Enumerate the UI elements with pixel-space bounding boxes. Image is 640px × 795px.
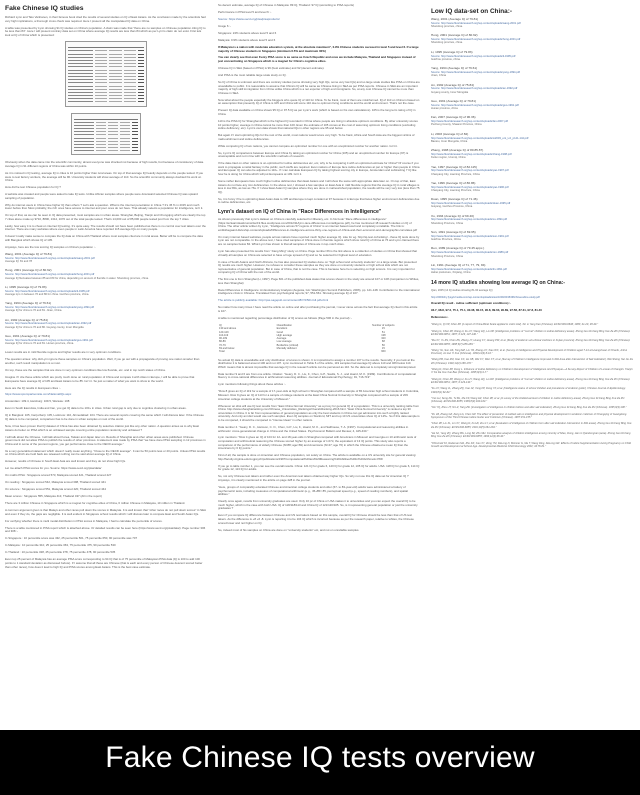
study-entry: Duan, 1995 (Average IQ of 71.46) http://www.fluorideresearch.org/wp-content/uploads/duan-1995.pdf Guiyang, Guizhou Province, China xyxy=(431,198,635,208)
paragraph: Some rather Europeans face much higher iodine deficiencies than East Asians and I will show the same with appropriate data later on. On top of that, East Asians do not face any iron deficiencies. In the above text, I showed a few samples on East Asia in mild fluoride regions that the average IQ in rural villages is less in low 80s, as low as 76s. If I show East Asian IQ samples where they are done in malnourished population, the results will be very very low (less than 75 IQ). xyxy=(218,179,420,194)
iq-table-image-2 xyxy=(71,113,141,156)
more-studies-link[interactable]: http://2003xhy.fysg/c/media.com/wp-content/uploads/sites/1000/2015/08/china-iodine-study.pdf xyxy=(431,295,540,299)
paragraph: As shown previously that Lynn's dataset on China is carefully selected for illiteracy, etc. In his book "Race differences in intelligence" (https://ezlearnideaforumwriter19.files.wordpress.com/2012/11/lynn-race-differences-in-intelligence.pdf), he has mentioned 18 research studies on IQ of China. The other article written by Lynn, "Intelligence across 57 regions of China" is an internet based result and completely unreliable. The link is: emilkirkegaard.dk/en/wp-content/uploads/Differences-in-intelligence-across-thirty-one-regions-of-China-and-their-economic-and-demographic-correlates.pdf xyxy=(218,216,418,232)
source-link[interactable]: http://www.fluorideresearch.org/wp-content/uploads/duan-1995.pdf xyxy=(431,202,511,206)
column-middle xyxy=(213,0,425,730)
paragraph: Lynn mentions following things about these articles :- xyxy=(218,382,286,387)
study-entry: Xu, 1994 (Average IQ of 69.40) http://www.fluorideresearch.org/wp-content/uploads/xu-1994.pdf Shandong Province, China xyxy=(431,215,635,225)
paragraph: Even in South East Asia, India and Iran, you get IQ data to be 100+ in cities. Urban rural gap is only due to cognitive clustering in urban areas. xyxy=(5,406,187,411)
table-row: 70-79 Borderline (critical) 50 xyxy=(219,343,385,347)
reference-item: "Chen ZP, Liu XL, Lin XY, Wang D, Fu HF, Zou LY, et al. [Evaluation of intelligence of children born after salt iodization intervention in IDD areas]. Zhong Guo Di Fang Bing Xue Za Zhi (Chinese). ECSN:000-6655; 1991;10(5):261-264." xyxy=(431,422,632,429)
paragraph: The first one is from Shanghai (Li, 1997). Page 601 of the published data states that scores shown in the study are around 107 or 108 (comparison to Whites, less than Shanghai) xyxy=(218,277,420,285)
reference-item: "Wang YH, Sun HS, Tong MZ, Liu YR, Zhang HY, Xiao WX, et al. [Survey of intelligence and Physical Development of Children aged 7-14 at Huangchuan of Chaofu, Anhui Province]. An Hui Yi Xue (Chinese). 1990;11(3):8-10." xyxy=(431,348,627,356)
paragraph: Chinese IQ in SEA (based on PISA) is 96 (best estimate) and 92 (decent estimate). xyxy=(218,66,325,71)
references-heading: References:- xyxy=(431,315,449,320)
source-link[interactable]: Source: http://www.fluorideresearch.org/wp-content/uploads/yang-1994.pdf xyxy=(5,306,95,309)
paragraph: Malaysia: 0.9% students above level 5 and 6 xyxy=(218,37,276,42)
paragraph: And PISA is the most reliable large scale study on IQ. xyxy=(218,73,287,78)
paragraph: A table was presented by Lynn showing 91 IQ studies on China's population. A claim was made that "there are no samples on Chinese population citing IQ to be less than 84". Here I will present contrary data set on China where average IQ results are less than 84 which as per Lynn's claim do not exist. First lets look at IQ of China which is presented: xyxy=(5,25,206,37)
low-iq-dataset-heading: Low IQ data-set on China:- xyxy=(431,8,512,15)
paragraph: In Singapore : 10 percentile score was 432, 25 percentile 501, 75 percentile 650, 90 percentile was 707 xyxy=(5,536,138,541)
paragraph: Performance in PISA level 5 and level 6 :- xyxy=(218,9,272,14)
paragraph: Image 6 :- xyxy=(218,23,232,28)
paragraph: So, Lynn's IQ comparisons between Europe and China by taking an optimized number for China (105) and an unoptimized number for Europe (97) is unacceptable and not in line with the scientific methods of research. xyxy=(218,150,409,159)
study-entry: Yao, 1996 (Average IQ of 80.86) http://www.fluorideresearch.org/wp-content/uploads/yao-1996.pdf Chaoyang City, Liaoning Province, China xyxy=(431,182,635,192)
table-header-row: IQ Classification Number of subjects xyxy=(219,323,395,327)
paragraph: So decent estimate, average IQ of Chinese in Malaysia: 89 IQ, Thailand: 97 IQ (according to PISA reports) xyxy=(218,3,355,7)
study-entry: Li, 1995 (Average IQ of 79.83) Source: http://www.fluorideresearch.org/wp-content/uploads/li-1995.pdf Guizhou province, china. xyxy=(431,51,635,61)
paragraph: No matter how many times I have read the article on online and after purchasing the journal, I never came across the fact that average IQ cited in this article is 107. xyxy=(218,305,418,313)
paragraph: First of all, the sample is done on American and Chinese population, not solely on China. The article is available on a US university site for general viewing: http://faculty.virginia.edu/cogpsych/publications/1997Computational%20and%20Reasoning%20Abilities%20in%20Arithmetic.PDF xyxy=(218,453,417,461)
paragraph: So actual IQ data is unavailable and only distribution of scores is shown. It is impractical to assign a number 107 to the results. Secondly, if you look at the distribution it is balanced around 100 and not 107. Lynn mentioned in Table 6 of the article, 119 samples had average IQ above 110 and 466 below 110. Which means that is almost impossible that average IQ in the research article can be perceived as 110. So the data set is completely wrong/misinterpreted. xyxy=(218,357,417,369)
paragraph: So, indeed most of his samples on China are done on "university students" etc, and not on unreliable samples. xyxy=(218,527,360,532)
paragraph: A website was created and people were asked to take IQ tests. Unlike African samples where people were downward selected Chinese IQ was upward sampling of population. xyxy=(5,192,198,200)
more-studies-heading: 14 more IQ studies showing low average IQ on China:- xyxy=(431,280,566,287)
paragraph: Race Differences in Intelligence: An Evolutionary Analysis (Augusta, GA: Washington Summit Publishers, 2006), pp. 121-148. Contribution to the international intelligence crisis in Chinese. Translated from psychological reports; 97, 551-561. Showing average IQ of 107. xyxy=(218,287,420,296)
paragraph: Here are the IQ results in European cities :- xyxy=(5,385,61,390)
source-link[interactable]: http://www.fluorideresearch.org/wp-content/uploads/lin-1991.pdf xyxy=(431,267,507,271)
article-title: Fake Chinese IQ studies xyxy=(5,5,84,12)
paragraph: Mean scores : Singapore 555, Malaysia 413, Thailand 437 (All in the report) xyxy=(5,494,102,499)
paragraph: Lynn has also presented his results from "Jiang Ming" study on China. Page number 66 is the link above is a collection of studies on China that showed that virtually all samples on China are selected to have a huge spread of IQ and so he selected for highest level of education. xyxy=(218,248,417,257)
reference-item: "He SJ, Yang ZQ, Zhang BG, Long SF, Zhu MH. Comparative analysis of children intelligence among minority of Miao, Dong, Han in Qiandongnan (area). Zhong Guo Di Fang Bing Xue Za Zhi (Chinese). ECSN:000-6655; 1993;12(4):38-40." xyxy=(431,431,631,439)
paragraph: Imagine if I cite these article which are pretty much done on rural population of China and compare it with cities in Europe, I will be able to prove that Europeans have average IQ of 105 and East Asians to be 85. Isn't it. So just a matter of what you want to show to the world. xyxy=(5,374,195,383)
study-entry: Lin, 1991 (Average IQ of 71, 77, 79, 84) http://www.fluorideresearch.org/wp-content/uploads/lin-1991.pdf Hebei prefecture, Xinjiang, China xyxy=(431,264,635,274)
paragraph: There is a table mentioned in PISA report which is attached above. Or detailed results can be seen here (https://www.oecd.org/pisa/data/). Page number 306 and 308 :- xyxy=(5,525,206,534)
paragraph: I will talk about the Chinese. I will talk about Korea, Taiwan and Japan later on. Results of Shanghai and other urban areas were published. Chinese government did not allow PISA to publish the results of other provinces. A statement was made by PISA that "we have done PISA sampling in 12 provinces in China and in some of the poorest regions, you get performance close to the OECD average." xyxy=(5,434,206,446)
iq-table-image xyxy=(65,41,147,106)
reference-item: "Fu HY, Wang JL, Zhang ZQ, Cao JZ, Yang FP, Dong YF, et al. [Intelligence status of school children and prevalence of endemic goiter]. Chinese Journal of Epidemiology. 1994;8(1):62-64." xyxy=(431,387,626,394)
source-link[interactable]: Source: http://www.fluorideresearch.org/wp-content/uploads/yang-1994.pdf xyxy=(431,70,521,74)
paragraph: But again if I start optimizing IQs for the rest of the world, most nations would score very high. To be frank, Africa and South Asia are the biggest victims of malnourishment and iodine deficiencies. xyxy=(218,133,415,141)
paragraph: Even top 25 percent of Malaysia has an average PISA score corresponding to 94 IQ that is of 75 percentile of Malaysian PISA data (IQ is 100 to add 100 points to 1 standard deviation as discussed before). If I assume that all these are Chinese (that is each and every person of Chinese descent scored better than other races), how does it lead to high IQ and PISA scores among East Asians. This is the best case estimate. xyxy=(5,557,203,569)
paragraph: Amsterdam: 109.4, Hamburg: 109.5, Warsaw: 108 xyxy=(5,399,70,404)
source-link[interactable]: Source: http://www.fluorideresearch.org/wp-content/uploads/hong-2001.pdf xyxy=(5,273,95,277)
source-link[interactable]: http://www.fluorideresearch.org/wp-content/uploads/yao-1997.pdf xyxy=(431,169,509,173)
more-studies-subtitle: Qian, 2005 (14 IQ studies showing 81-90 average IQ) xyxy=(431,289,493,293)
paragraph: Clearly once again, results from university graduates are used. Only 10 pc of China or USA makes it to universities and you can expect the overall IQ to be much higher, which is the case with both USA: IQ of 118/118/113 and China IQ of 121/120/105. So, is it representing general population or just the university graduates ? xyxy=(218,499,418,511)
paragraph: A table is mentioned regarding percentage distribution of IQ scores as follows (Page 506 in the journal) :- xyxy=(218,315,353,320)
paragraph: Singapore: 24% students above level 5 and 6 xyxy=(218,30,277,35)
source-link[interactable]: http://www.fluorideresearch.org/wp-content/uploads/zhang-1998.pdf xyxy=(431,152,512,156)
table-row: 69 and below Mentally deficient 15 xyxy=(219,347,385,351)
study-entry: Wang, 2001 (Average IQ of 79.81) Source: http://www.fluorideresearch.org/wp-content/uploads/wang-2001.pdf Average IQ: 81 and 78 xyxy=(5,253,207,263)
study-entry: An, 1992 (Average IQ of 75.84) Source: http://www.fluorideresearch.org/wp-content/uploads/an-1992.pdf Guyang county, Inner Mongolia xyxy=(431,84,635,94)
reference-item: "Yan LH, Song FH, Tu BL, Ma CF, Wang HZ, Chen ZP, et al. [A survey of the intellectual level of children in iodine deficiency areas]. Zhong Guo Di Fang Bing Xue Za Zhi (Chinese). ECSN:000-6655; 1989;8(3):160-163." xyxy=(431,396,625,404)
paragraph: A common argument given is that Malays and other races pull down the scores in Malaysia. It is well known that "other races do not pull down scores" in SEA and even if they do, the gaps are negligible. It is well evident in Singapore school results which I will discuss later to compare East and South Asian IQs. xyxy=(5,508,206,516)
article-link[interactable]: The article is publicly available: http://pss.sagepub.com/content/8/7/2/501.full.pdf+html xyxy=(218,298,329,303)
table-row: 130 and above Excellent 15 xyxy=(219,327,385,331)
paragraph: Now what about the people especially the bloggers who quote IQ of 110 for China. To be frank, most of them are misinformed. IQ of 110 on China is based on an assumption that presently IQ of China is 105 and China will score 110 due to optimum living conditions and the world environment. That's not the case. xyxy=(218,97,420,106)
paragraph: If you go to table number 1, you can see the overall results. China: 121 IQ for grade 6, 120 IQ for grade 12, 105 IQ for adults. USA: 118 IQ for grade 6, 114 IQ for grade 12, 113 IQ for adults. xyxy=(218,463,420,472)
paragraph: Present IQ data available on China shows 95 IQ or 97.5 IQ as per Lynn's work (which is based on his own calculations). 105 is the long term rating of IQ in China. xyxy=(218,108,416,116)
section-heading: Lynn's dataset on IQ of China in "Race Differences in Intelligence" xyxy=(218,208,382,215)
study-entry: Hong, 2001 (Average IQ of 80.62) Source: http://www.fluorideresearch.org/wp-content/uploads/hong-2001.pdf Average IQ fluctuates between 85 and 80 for china, depending on amount of fluoride in water. Shandong province, china. xyxy=(5,269,207,279)
table-row: 110-119 High average 138 xyxy=(219,333,386,337)
table-row: Total 660 xyxy=(219,350,386,354)
source-link[interactable]: Source: http://www.fluorideresearch.org/wp-content/uploads/an-1992.pdf xyxy=(431,87,518,91)
study-entry: Li, 2003 (Average IQ of 82) http://www.fluorideresearch.org/wp-content/uploads/Li2003_ent_LiJ_p141-144.pdf Baotou, Inner Mongolia, China xyxy=(431,133,635,143)
caption-banner xyxy=(0,730,640,795)
iq-distribution-table xyxy=(218,324,420,354)
paragraph: Data number 4. "Geary, D. C., Hamson, C. O., Chen, G.P., Liu, F., Hoard, M. K., and Salthouse, T. A. (1997). Computational and reasoning abilities in arithmetic: cross-generational change in China and the United States. Psychonomic Bulletin and Review, 4, 425-430." xyxy=(218,424,409,433)
paragraph: In Malaysia : 10 percentile 310, 25 percentile 363, 75 percentile 475, 90 percentile 530 xyxy=(5,543,116,548)
source-link[interactable]: Source: http://www.fluorideresearch.org/wp-content/uploads/wang-2001.pdf xyxy=(431,21,521,25)
source-link[interactable]: http://www.fluorideresearch.org/wp-content/uploads/ren-1989.pdf xyxy=(431,251,509,255)
paragraph: While comparing IQ of two nations, you cannot compare an optimized number for one with an unoptimized number for another nation. Isn't it. xyxy=(218,143,398,148)
paragraph: Lower results are in mild fluoride regions and higher results are in very optimum conditions. xyxy=(5,350,122,355)
overall-result-values: 93.7, 98.8, 97.2, 75.1, 75.1, 90.38, 80.15, 90.8, 89.63, 90.89, 97.58, 87.31, 97.8, 81.40 xyxy=(431,308,542,313)
source-link[interactable]: http://www.fluorideresearch.org/wp-content/uploads/yao-1996.pdf xyxy=(431,185,509,189)
paragraph: How did he test Chinese population for IQ ? xyxy=(5,185,61,190)
overall-result-title: Overall IQ result - iodine sufficient (optimum conditions) :- xyxy=(431,301,512,306)
paragraph: Lastly, how easy it is to cheat on internet IQ testing. It's quite easy. The results should not have been published as there is no control over test takers over the internet. There are many websites where even people in Latin America have reported 115 average IQs on many people. xyxy=(5,223,206,232)
study-entry: Fan, 2007 (Average IQ of 96.36) http://www.fluorideresearch.org/wp-content/uploads/fan-2007.pdf Pucheng County, Shaanxi Province, China xyxy=(431,116,635,126)
paragraph: IQ in Bangkok: 105, Iran(urban): 105, Lucknow: 110, Ahmedabad: 104. There are several reports covering the same which I will discuss later. If the Chinese IQ data is to be compared, comparison has to be done in urban samples on rest of the world. xyxy=(5,413,204,422)
column-right xyxy=(426,0,640,730)
paragraph: On top of that, as we can be seen in IQ data presented, most samples are in urban areas. Shanghai, Beijing, Tianjin and Chongqing which are clearly the top 7 cities alone make up 9710, 8800, 1312, 1070 out of the total people tested. That's 14,000 out of 85,000 people tested just from the top 7 cities. xyxy=(5,213,206,221)
table-row: 120-129 Good 51 xyxy=(219,330,385,334)
table-row: 80-89 Low average 68 xyxy=(219,340,385,344)
paragraph: There are 3 million Chinese in Singapore which is a magnet for cognitive elites of China, 6 million Chinese in Malaysia, 10 million in Thailand. xyxy=(5,501,186,506)
source-link[interactable]: http://www.fluorideresearch.org/wp-content/uploads/Li2003_ent_LiJ_p141-144.pdf xyxy=(431,136,529,140)
paragraph: 110 is the PISA IQ for Shanghai which is the highest IQ recorded in China where people are living in absolute optimum conditions. By other university scores 10 points higher, average in China cannot be more than 100. Even the estimate of 105 comes at the cost of assuming optimum living conditions (excluding iodine deficiency, etc). Lynn's own data shows that national IQs in other regions are 95 and below. xyxy=(218,118,418,131)
paragraph: On top, these are the samples that are done in very optimum conditions like low fluoride, etc. and in top notch states of China. xyxy=(5,367,166,372)
paragraph: On science : Singapore scored 551, Malaysia scored 420, Thailand scored 444 xyxy=(5,487,107,492)
paragraph: So, it is funny if he is optimizing East Asian data to 105 and Europe is kept constant at 97 because it is Europe that faces higher environment deficiencies due to iodine deficiencies, etc. xyxy=(218,196,420,205)
study-entry: Zhang, 1998 (Average IQ of 80.85.87) http://www.fluorideresearch.org/wp-content/uploads/zhang-1998.pdf Kuitun region, Urumqi, China xyxy=(431,149,635,159)
source-link[interactable]: Source: http://www.fluorideresearch.org/wp-content/uploads/wang-2001.pdf xyxy=(5,256,95,260)
study-entry: Yang, 1994 (Average IQ of 76.61) Source: http://www.fluorideresearch.org/wp-content/uploads/yang-1994.pdf Jinan, China xyxy=(431,67,635,77)
paragraph: On maths PISA : Singapore scored 573, Malaysia scored 421, Thailand scored 427 xyxy=(5,473,112,478)
reference-item: "Xie YQ, Zhou JT, Ni LZ, Tang ZD. [Investigation of intelligence in children before and after salt iodization]. Zhong Guo Di Fang Bing Xue Za Zhi (Chinese). 1995;6(3):198." xyxy=(431,406,627,410)
paragraph: As it is noticed in IQ testing, average IQ in cities is 10 points higher than rural areas. On top of that average IQ heavily depends on the people tested. If you were to test factory workers, the average will be 90. University students will show average of 110. So the scientific community always doubted his work on China. xyxy=(5,171,204,183)
source-link[interactable]: Source: http://www.fluorideresearch.org/wp-content/uploads/li-1995.pdf xyxy=(431,54,516,58)
reference-item: "Wang D, Chen ZP, Dong L. Influence of Iodine Deficiency on Children's Development of Intelligence And Physique—A Survey Report of Children of Lumeai of Changlin. Tianjin Yi Ke Da Xue Xue Bao (Chinese). 1995;6(3):4-7." xyxy=(431,368,633,375)
paragraph: Lynn mentions: "Row 4 gives an IQ of 104 for 12- and 18-year-olds in Shanghai compared with Americans in Missouri and Georgia on 10 arithmetic tests of computation and arithmetical reasoning the Chinese scored higher by an average of 1.07d, the equivalent of 13 IQ points. This study also reports a comparison of the performance of elderly Chinese (N=88; age=69) and Americans (N=47; age 70) in which the Chinese obtained a mean IQ than the Americans by 6 IQ points." xyxy=(218,435,417,451)
paragraph: However, results of Chinese in South East Asia are well known and they do not show high IQs. xyxy=(5,459,126,464)
paragraph: Data number 9 and 6 are from one article. Citation: "Geary, D. C., Liu, F., Chen, G.P., Saults, S. J., and Hoard, M. K. (1999). Contributions of computational fluency to cross-national differences in arithmetical reasoning abilities. Journal of Educational Psychology, 91, 716-719" xyxy=(218,371,416,380)
study-entry: Wang, 2001 (Average IQ of 79.81) Source: http://www.fluorideresearch.org/wp-content/uploads/wang-2001.pdf Shandong province, china. xyxy=(431,18,635,28)
reference-item: "Wang PB, Cao ZM, Xiao CX, Ho XB, Wei CY, Wen CT, et al. [Survey of Children's Intelligence Improved in IDD Area after Intervention of Salt Iodization]. Wei Sheng Yan Jiu Za Zhi (Chinese). 1992;14(2):168-170." xyxy=(431,358,633,365)
study-entry: Ren, 1989 (Average IQ of 79.45 appx.) http://www.fluorideresearch.org/wp-content/uploads/ren-1989.pdf Shandong Province, China xyxy=(431,247,635,257)
study-entry: Hong, 2001 (Average IQ of 80.62) Source: http://www.fluorideresearch.org/wp-content/uploads/hong-2001.pdf Shandong province, china. xyxy=(431,34,635,44)
source-link[interactable]: Source: http://www.fluorideresearch.org/wp-content/uploads/li-1995.pdf xyxy=(5,289,90,293)
source-link[interactable]: Source: http://www.fluorideresearch.org/wp-content/uploads/hong-2001.pdf xyxy=(431,38,521,42)
source-link[interactable]: Source: http://www.fluorideresearch.org/wp-content/uploads/guo-1991.pdf xyxy=(5,338,93,342)
paragraph: On many internet based websites, people across nations have reported much higher average IQ. Like for eg. http://iq-test.cc/ranking/ - these IQ tests done by Lynn are not comparable. In the above text, I have cited samples of China done in fluoride regions which show rural IQ of China at 76 and Lynn claimed there are no samples below 84. What Lynn has shown is that all samples of China are in top-notch cities. xyxy=(218,234,420,246)
reference-item: "Pu LB, Zhang GZ, Zeng LG, Chen GP. The effect of prevention of iodized salt on intelligence and physical development in endemic cretinism of Changqing of Guangdong. Symposium of the Third Chinese Iodine Goiter and Cretinism (Chinese). 1987:151-155." xyxy=(431,412,628,420)
reference-item: "Wang G, Qi XP, Chen ZP. [A report of China-Binet Scale applied to cretin trial]. Xin Li Yang Kan (Chinese). ECSN:000-6646; 1980; 41-29, 38-40." xyxy=(431,323,599,327)
paragraph: If the data cited on other nations is un-optimized for iodine deficiencies etc, etc, why is he comparing it with an optimized estimate for China? Of course if you want to propagate a racial fantasy in the public, such stuffs are required. Even nations of Europe face iodine deficiencies at par or higher than people in China and European IQ can also be adjusted to 110+. If I can calculate European IQ by taking highest scoring city in Europe, Amsterdam and subtracting 7 IQ like how he is doing for China which will put Europeans at 109. Isn't it. xyxy=(218,161,420,177)
bold-paragraph: You can clearly see that even Fuzzy PISA score is as same as Czech Republic and once we include Malaysia, Thailand and Singapore instead of just concentrating on Singapore which is a magnet for China's cognitive elites. xyxy=(218,55,416,64)
paragraph: Why do internet users in China have higher IQ than others ? Let's ask a question. What is the internet penetration in China ? It's 45 % in 2015 and much lower before that. Most probably, the rich ones have access to internet and poor ones do not have. That already selects a population for intelligence, isn't it. xyxy=(5,202,204,211)
paragraph: Its a very generalized statement which doesn't really mean anything. "Close to the OECD average". It can be 50 points less or 20 points. Unless PISA results on China which are held back are released nothing can be said about average IQ of China. xyxy=(5,448,206,457)
paragraph: Even if you compare IQ difference between Chinese and US test takers based on this sample, overall IQ for Chinese should be less than that of US test takers. As the difference is +8 +6 -8. Lynn is reporting it to be 104 IQ which is incorrect because as per the research paper, relative to whites, the Chinese scored lower and not higher on IQ. xyxy=(218,513,414,525)
bold-paragraph: If Malaysia is a nation with moderate education system, at the absolute maximum", 0.9% Chinese students succeed in level 5 and level 6. If a large majority of Chinese students in Singapore (minimum 6.5% and maximum 30%) xyxy=(218,44,419,53)
paragraph: Anyways, here are the low scoring IQ samples on China's population :- xyxy=(5,245,96,250)
paragraph: Richard Lynn and Tatu Vanhanen, in their famous book cited the results of several studies on IQ of East Asians. As the conclusion made by the scientists had very high implications, a thorough cross check was required. Here I present all the manipulated IQ data on China. xyxy=(5,15,206,23)
paragraph: The question arises: why did Lynn ignore these samples on China's population. Well, if you go out with a propaganda of proving one nation smarter than another, such result manipulation is a must. xyxy=(5,357,200,365)
table-row: 90-109 Average 320 xyxy=(219,337,386,341)
column-left xyxy=(0,0,212,730)
paragraph: So, not only Chinese test takers and rather even the American test takers obtained way higher IQs. So why not use this IQ data set for American IQ ? Anyways, it is clearly mentioned in the article on page 428 in the journal. xyxy=(218,474,409,482)
source-link[interactable]: http://www.fluorideresearch.org/wp-content/uploads/sun-1991.pdf xyxy=(431,234,509,238)
reference-item: "Ma XY, Yu ZS, Chen ZN, Zheng JY, Huang CY, Huang PW, et al. [Study of endemic sub-clinical cretinism in Fujian province]. Zhong Guo Di Fang Bing Xue Za Zhi (Chinese). ECSN:000-6655; 1988;6(7):288-289." xyxy=(431,339,631,346)
iq-comparison-link[interactable]: https://www.iqcomparisonsite.com/NationalIQs.aspx xyxy=(5,392,72,397)
paragraph: Whenever an idiot will use IQ test results from "East China Normal University" as a proxy for general IQ of a population. This is a university ranking table from China: http://www.shanghairanking.com/Chinese_Universities_Rankings/Overall-Ranking-2016.html. "East China Normal University" is ranked a top 30 universities in China. It is far from representative of general population as only the best students in China can get admission into such a highly ranked university. And only an idiot would use such samples. Even IQ samples on Stanford, MIT and top 10 US universities show IQ of 125+. So if this data sample is to be compared, it should be compared to "Intense Ideas" in other nations. xyxy=(218,403,420,422)
paragraph: Let me attach PISA scores for you. Source: https://www.oecd.org/pisa/data/ xyxy=(5,466,102,471)
paragraph: For verifying whether there is multi modal distribution in PISA scores in Malaysia, I had to calculate the percentile of scores. xyxy=(5,518,163,523)
paragraph: "Row 8 gives an IQ of 119 for a sample of 17-year-olds at high school in Shanghai compared with a sample of 65 American high school students in Columbia, Missouri. Row 9 gives an IQ of 113 for a sample of college students at the East China Normal University in Shanghai compared with a sample of 209 American college students at the University of Missouri." xyxy=(218,389,420,401)
pisa-link[interactable]: Source: https://www.oecd.org/pisa/pisaproducts/ xyxy=(218,16,280,21)
paragraph: It doesn't really make sense to compare the IQ data on China with Thailand where most samples cited are in rural areas. Better will be to compare the data with Bangkok which shows IQ of 105. xyxy=(5,234,203,243)
paragraph: In case of South Asians and North Africans, he has also presented IQ studies done on "high school and university students" on a large scale. But presented IQ results are much higher. However, he refuses to consider these samples as they are done on university students or high school kids which are not representative of general population. But in case of China, that is not the case. This is because here he is selecting on high scorers. It is very important for comparing IQ of China with the rest of the world. xyxy=(218,259,417,275)
paragraph: In Thailand : 10 percentile 328, 25 percentile 378, 75 percentile 478, 90 percentile 535 xyxy=(5,550,116,555)
reference-item: "O'Donnell KJ, Rakeman MA, Zhu DX, Cao XY, Zeng YM, DeLong N, Brenner G, Ma T, Wang Ding, DeLong GR. Effects of Iodine Supplementation during Pregnancy on Child Growth and Development at School Age. Developmental Medicine Child Neurology 2002; 44:76-81." xyxy=(431,441,631,448)
paragraph: Now, it has been proven that IQ dataset of China has also been obtained by selective citation just like any other nation. A question arises as to why East Asians do better on PISA which is an unbiased sample covering entire population randomly and unbiased ? xyxy=(5,424,199,432)
study-entry: Sun, 1991 (Average IQ of 69.65) http://www.fluorideresearch.org/wp-content/uploads/sun-1991.pdf Guizhou Province, China xyxy=(431,231,635,241)
study-entry: Yao, 1997 (Average IQ of 82.115) http://www.fluorideresearch.org/wp-content/uploads/yao-1997.pdf Chaoyang City, Liaoning Province, China xyxy=(431,166,635,176)
reference-item: "Wang G, Chen ZP, Wang H, Fu HY, Wang HQ, Liu DP. [Intelligence problems of "normal" children in iodine deficiency areas]. Zhong Guo Di Fang Bing Xue Za Zhi (Chinese). ECSN:000-6651; 1987; 6:129; 137-140." xyxy=(431,329,631,336)
source-link[interactable]: Source: http://www.fluorideresearch.org/wp-content/uploads/guo-1991.pdf xyxy=(431,103,519,107)
study-entry: Li, 1995 (Average IQ of 79.83) Source: http://www.fluorideresearch.org/wp-content/uploads/li-1995.pdf Average iq is in between 76 and 80 for china. Guizhou province, china. xyxy=(5,286,207,296)
study-entry: Yang, 1994 (Average IQ of 76.61) Source: http://www.fluorideresearch.org/wp-content/uploads/yang-1994.pdf Average IQ for china is 76 and 81. Jinan, China. xyxy=(5,302,207,312)
paragraph: Obviously when the data came into the scientific community, almost everyone was shocked not because of high results, but because of consistency of data. Average IQ in 91 different regions of China was within 10 points. xyxy=(5,160,204,169)
source-link[interactable]: Source: http://www.fluorideresearch.org/wp-content/uploads/an-1992.pdf xyxy=(5,322,92,326)
source-link[interactable]: http://www.fluorideresearch.org/wp-content/uploads/xu-1994.pdf xyxy=(431,218,508,222)
source-link[interactable]: http://www.fluorideresearch.org/wp-content/uploads/fan-2007.pdf xyxy=(431,120,508,124)
paragraph: "Here, groups of comparably educated Chinese and American college students and older (67- to 83-year-old) adults were administered a battery of psychometric tests, including measures of computational arithmetic (e.g., 45+85= 85, perceptual speed (e.g., speed of reading numbers), and spatial abilities." xyxy=(218,484,408,497)
caption-text: Fake Chinese IQ tests overview xyxy=(105,740,535,774)
paragraph: On reading : Singapore scored 542, Malaysia scored 398, Thailand scored 441 xyxy=(5,480,106,485)
paragraph: So IQ of China is unknown and there are contrary studies (some showing very high IQs, some very low IQs) and so large scale studies like PISA on China are unavailable to public. It is reasonable to assume that China's IQ will be same as Chinese living in SEA as per PISA reports. Chinese in SEA are an important majority of high skill immigration from China unlike China which is a net exporter of high end immigrants. So, at any cost Chinese IQ cannot be more than Chinese in SEA. xyxy=(218,80,420,95)
study-entry: Guo, 1991 (Average IQ of 79.81) Source: http://www.fluorideresearch.org/wp-content/uploads/guo-1991.pdf Hunan province, china xyxy=(431,100,635,110)
study-entry: An, 1992 (Average IQ of 75.84) Source: http://www.fluorideresearch.org/wp-content/uploads/an-1992.pdf Average IQ for china is 76 and 80. Guyang county, Inner Mongolia xyxy=(5,319,207,329)
study-entry: Guo, 1991 (Average IQ of 79.81) Source: http://www.fluorideresearch.org/wp-content/uploads/guo-1991.pdf Average IQ for china is 76 and 81. Hunan province, china. xyxy=(5,335,207,345)
reference-item: "Wang D, Chen ZP, Wang H, Fu HY, Wang HQ, Liu DP. [Intelligence problems of "normal" children in iodine deficiency areas]. Zhong Guo Di Fang Bing Xue Za Zhi (Chinese). ECSN:000-6651; 1987; 6:129-130." xyxy=(431,377,631,384)
